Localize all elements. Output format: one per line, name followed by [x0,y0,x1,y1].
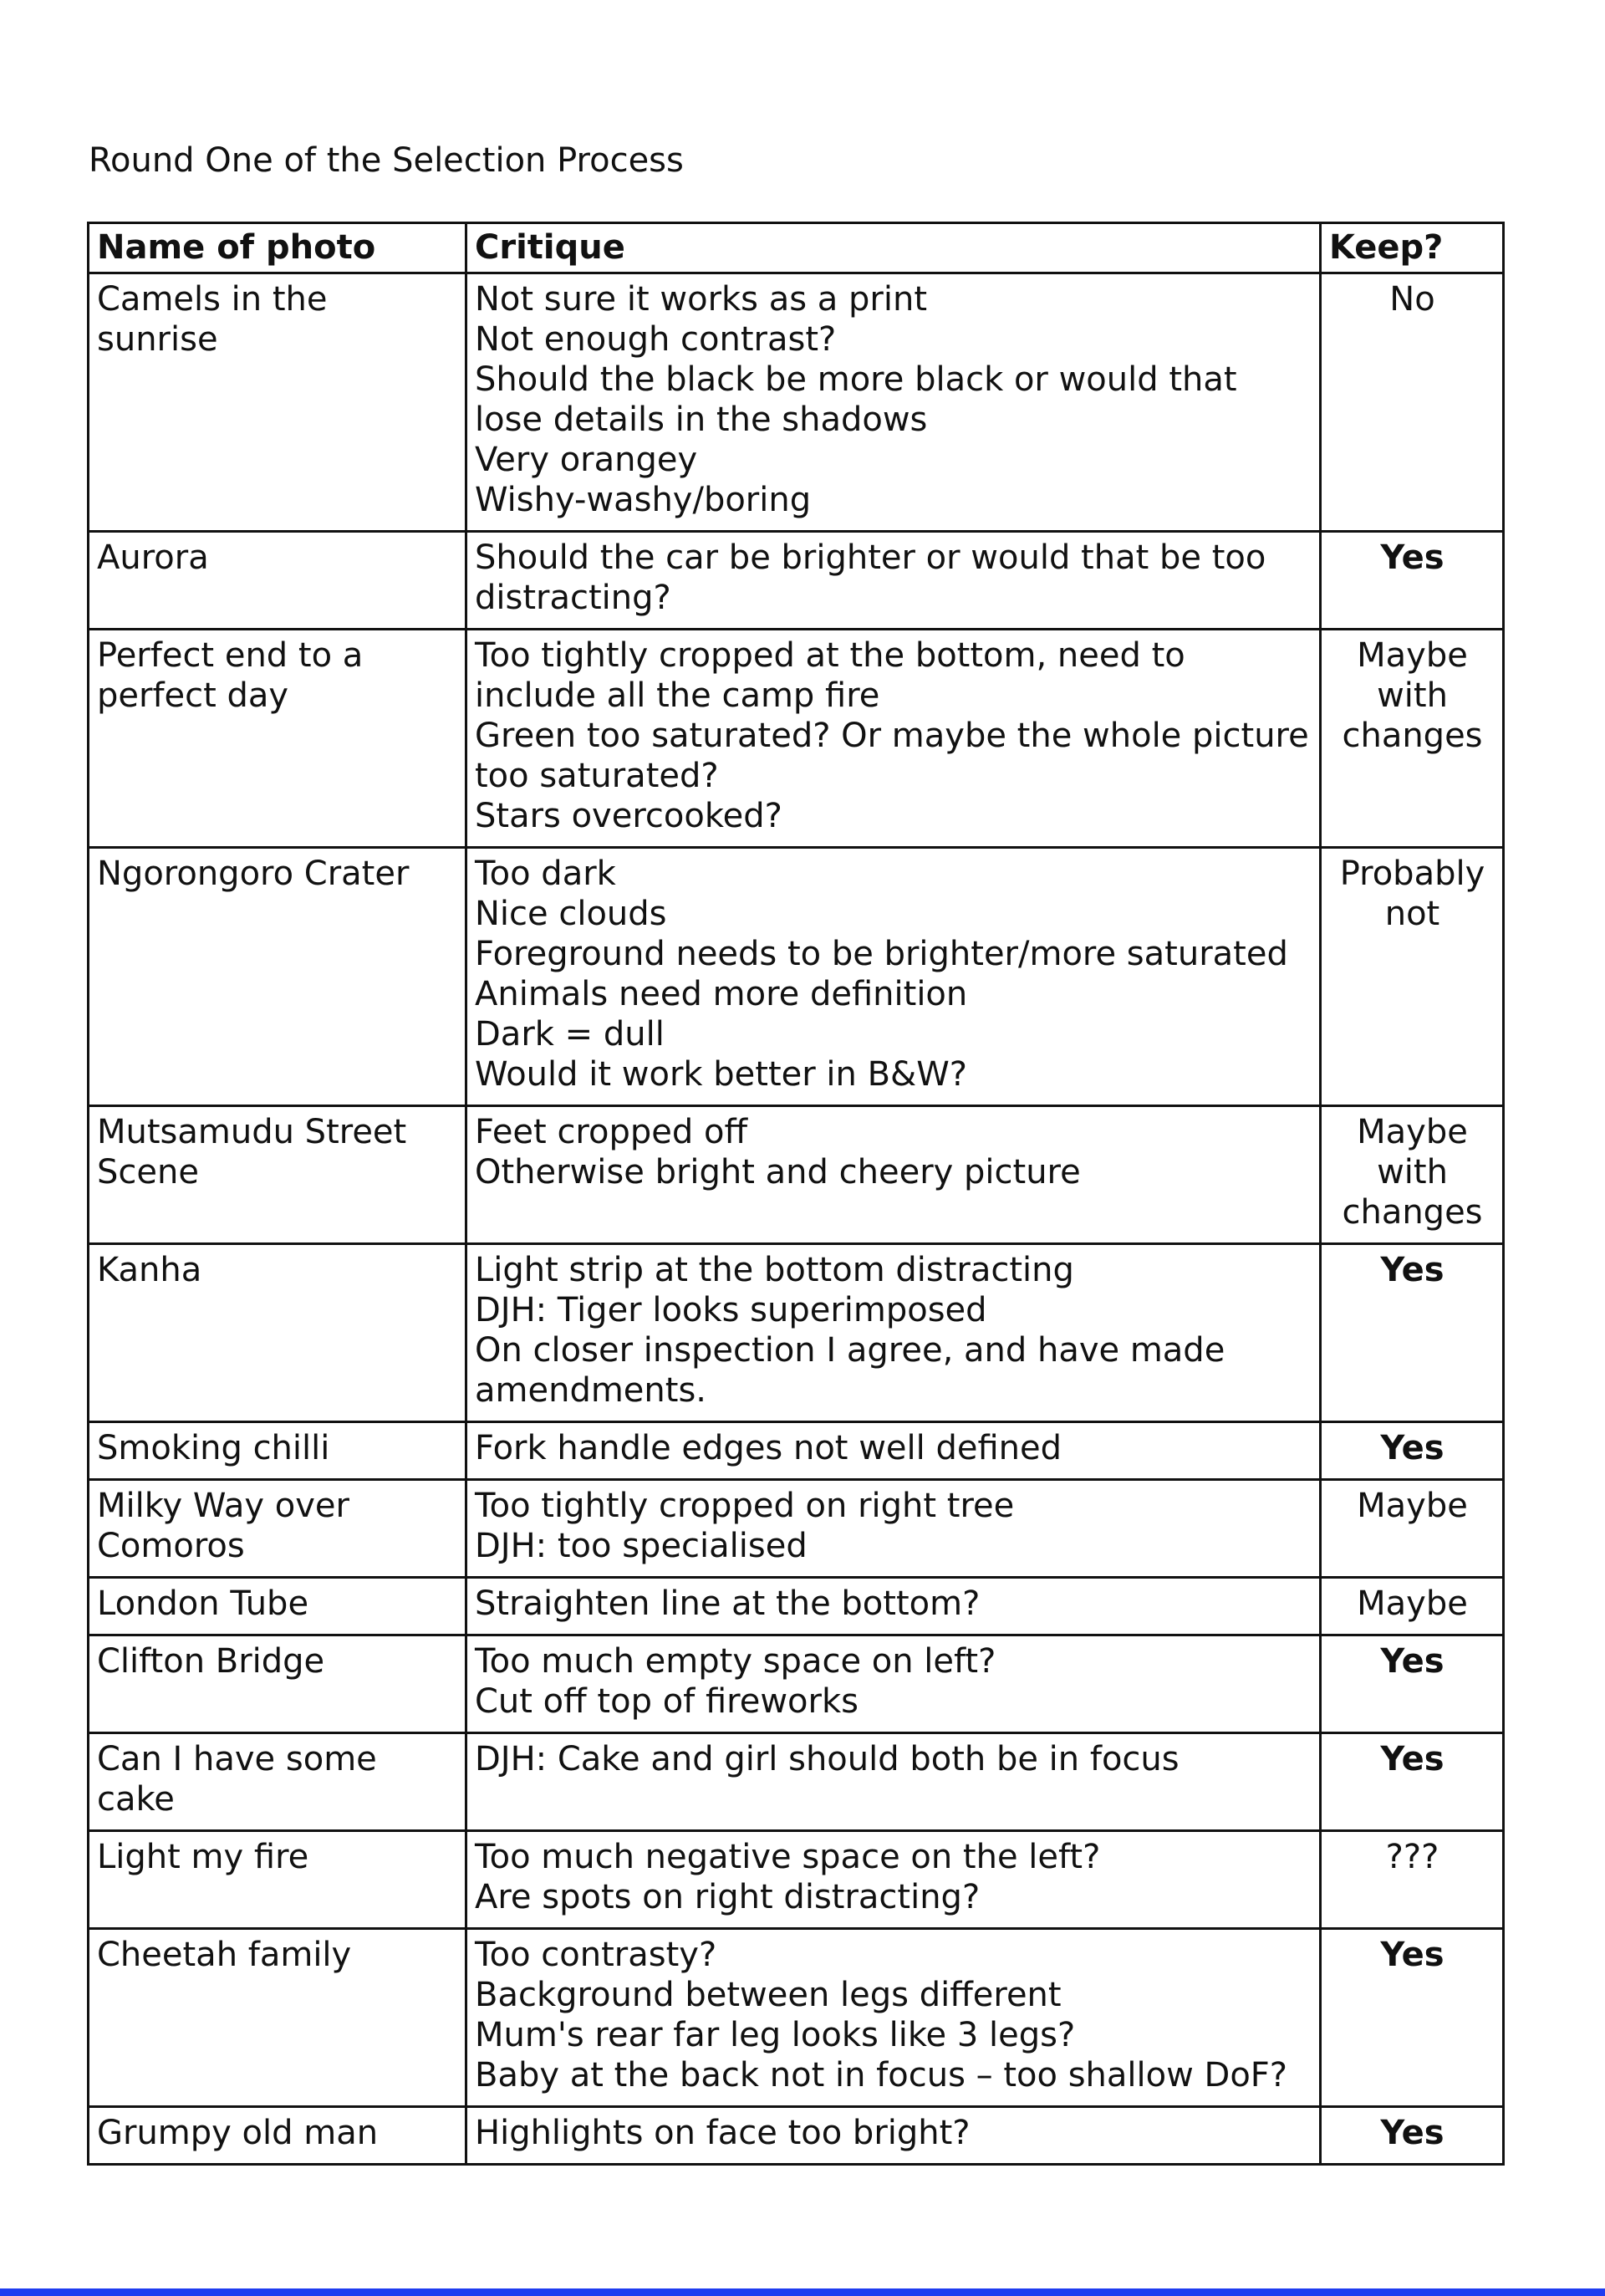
keep-decision-cell: Yes [1321,1635,1504,1733]
table-row [89,532,1504,630]
keep-decision-cell: Yes [1321,1244,1504,1422]
keep-decision-cell: Yes [1321,2107,1504,2165]
critique-line: Not sure it works as a print [475,280,928,319]
critique-line: Are spots on right distracting? [475,1878,981,1916]
critique-line: Nice clouds [475,895,667,933]
keep-decision-cell: Maybe with changes [1321,630,1504,848]
critique-line: Light strip at the bottom distracting [475,1251,1074,1289]
critique-cell [466,273,1321,532]
table-row [89,1480,1504,1578]
keep-decision-cell: Yes [1321,532,1504,630]
photo-name-cell: Cheetah family [89,1929,466,2107]
table-body [89,273,1504,2165]
critique-line: Too tightly cropped at the bottom, need to include all the camp fire [475,636,1185,715]
critique-cell [466,1733,1321,1831]
critique-line: Wishy-washy/boring [475,481,812,519]
critique-cell [466,532,1321,630]
critique-cell [466,1635,1321,1733]
critique-line: Too dark [475,855,616,893]
keep-decision-cell: Probably not [1321,848,1504,1106]
critique-cell [466,630,1321,848]
critique-line: Would it work better in B&W? [475,1055,968,1094]
photo-name-cell: Clifton Bridge [89,1635,466,1733]
photo-name-cell: Aurora [89,532,466,630]
critique-line: Foreground needs to be brighter/more saturated [475,935,1288,973]
photo-name-cell: Smoking chilli [89,1422,466,1480]
table-row [89,1733,1504,1831]
table-row [89,2107,1504,2165]
critique-line: Feet cropped off [475,1113,747,1151]
critique-line: On closer inspection I agree, and have made amendments. [475,1331,1225,1410]
table-row [89,1106,1504,1244]
critique-cell [466,2107,1321,2165]
table-row [89,848,1504,1106]
photo-name-cell: Camels in the sunrise [89,273,466,532]
table-header-row [89,223,1504,273]
photo-name-cell: London Tube [89,1578,466,1635]
critique-line: Should the black be more black or would that lose details in the shadows [475,360,1237,439]
keep-decision-cell: No [1321,273,1504,532]
critique-line: Otherwise bright and cheery picture [475,1153,1081,1191]
critique-line: Too much negative space on the left? [475,1838,1101,1876]
critique-line: Very orangey [475,441,698,479]
critique-cell [466,1244,1321,1422]
critique-line: Fork handle edges not well defined [475,1429,1062,1467]
photo-name-cell: Mutsamudu Street Scene [89,1106,466,1244]
critique-line: Green too saturated? Or maybe the whole picture too saturated? [475,717,1309,795]
table-row [89,1422,1504,1480]
table-row [89,1578,1504,1635]
critique-line: Stars overcooked? [475,797,782,835]
critique-line: Should the car be brighter or would that be too distracting? [475,538,1266,617]
table-row [89,1635,1504,1733]
critique-line: Mum's rear far leg looks like 3 legs? [475,2016,1076,2054]
keep-decision-cell: ??? [1321,1831,1504,1929]
keep-decision-cell: Maybe with changes [1321,1106,1504,1244]
critique-line: Animals need more definition [475,975,968,1013]
photo-name-cell: Light my fire [89,1831,466,1929]
header-name-of-photo: Name of photo [89,223,466,273]
critique-cell [466,1831,1321,1929]
critique-line: Not enough contrast? [475,320,837,359]
bottom-blue-rule [0,2288,1605,2296]
critique-cell [466,848,1321,1106]
keep-decision-cell: Maybe [1321,1578,1504,1635]
critique-line: DJH: Tiger looks superimposed [475,1291,987,1329]
critique-line: Dark = dull [475,1015,665,1054]
header-keep: Keep? [1321,223,1504,273]
photo-name-cell: Perfect end to a perfect day [89,630,466,848]
page-title: Round One of the Selection Process [89,141,684,180]
header-critique: Critique [466,223,1321,273]
table-row [89,630,1504,848]
critique-line: Baby at the back not in focus – too shallow DoF? [475,2056,1288,2094]
keep-decision-cell: Yes [1321,1733,1504,1831]
selection-table [87,222,1505,2166]
critique-line: Too contrasty? [475,1936,717,1974]
photo-name-cell: Grumpy old man [89,2107,466,2165]
table-row [89,273,1504,532]
keep-decision-cell: Yes [1321,1422,1504,1480]
critique-cell [466,1480,1321,1578]
critique-line: Too tightly cropped on right tree [475,1487,1015,1525]
photo-name-cell: Ngorongoro Crater [89,848,466,1106]
photo-name-cell: Kanha [89,1244,466,1422]
table-row [89,1244,1504,1422]
critique-cell [466,1929,1321,2107]
critique-cell [466,1578,1321,1635]
critique-line: Highlights on face too bright? [475,2114,971,2152]
photo-name-cell: Milky Way over Comoros [89,1480,466,1578]
table-row [89,1929,1504,2107]
table-row [89,1831,1504,1929]
critique-line: Straighten line at the bottom? [475,1584,981,1623]
critique-line: Cut off top of fireworks [475,1682,859,1721]
critique-line: Background between legs different [475,1976,1062,2014]
keep-decision-cell: Maybe [1321,1480,1504,1578]
critique-line: Too much empty space on left? [475,1642,996,1681]
photo-name-cell: Can I have some cake [89,1733,466,1831]
critique-cell [466,1106,1321,1244]
critique-cell [466,1422,1321,1480]
critique-line: DJH: too specialised [475,1527,808,1565]
keep-decision-cell: Yes [1321,1929,1504,2107]
critique-line: DJH: Cake and girl should both be in focus [475,1740,1180,1778]
